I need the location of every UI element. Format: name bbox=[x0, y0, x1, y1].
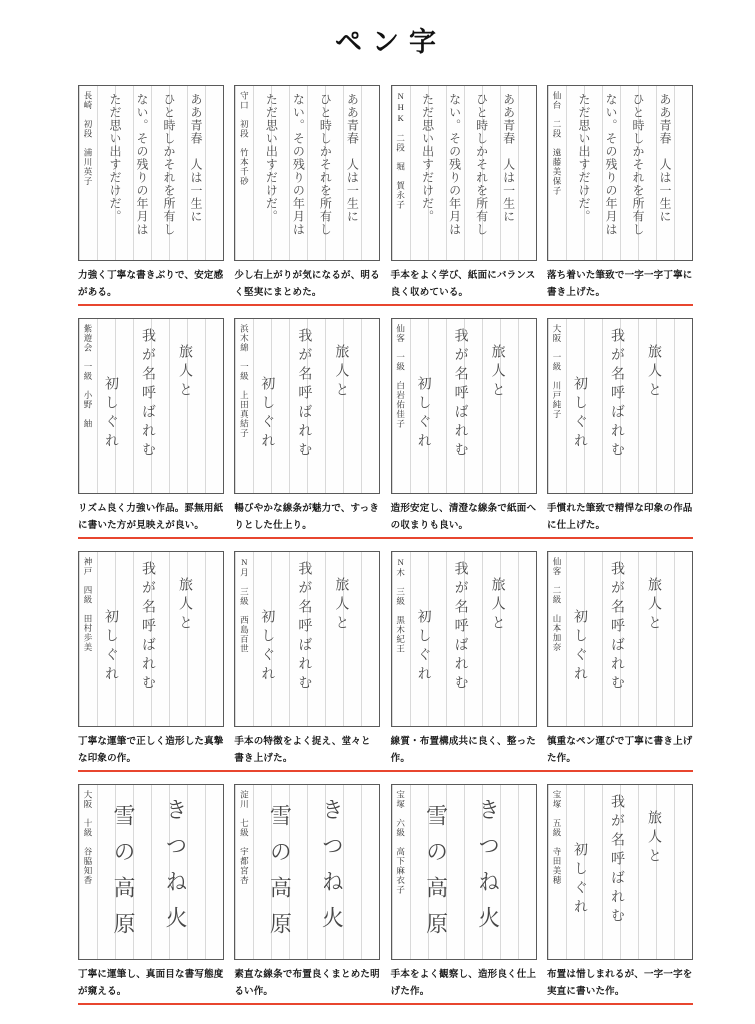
author-signature: 宝塚 五級 寺田美穂 bbox=[551, 790, 562, 885]
sample-text-line: きつね火 bbox=[163, 798, 188, 942]
sample-text-line: 我が名呼ばれむ bbox=[140, 328, 155, 461]
sample-text-line: 我が名呼ばれむ bbox=[140, 561, 155, 694]
handwriting-sample-box bbox=[391, 85, 537, 261]
sample-text-line: 雪の高原 bbox=[111, 804, 136, 948]
sample-text-line: 我が名呼ばれむ bbox=[296, 328, 312, 461]
sample-text-line: 初しぐれ bbox=[259, 376, 275, 452]
author-signature: 淀川 七級 宇都宮杏 bbox=[239, 790, 250, 885]
sample-cell bbox=[547, 784, 693, 1001]
handwriting-sample-box bbox=[547, 551, 693, 727]
sample-text-line: 初しぐれ bbox=[259, 609, 275, 685]
handwriting-sample-box bbox=[234, 318, 380, 494]
sample-cell bbox=[78, 784, 224, 1001]
critique-comment: 暢びやかな線条が魅力で、すっきりとした仕上り。 bbox=[234, 504, 380, 531]
sample-row bbox=[78, 784, 693, 1001]
critique-comment: 手本をよく観察し、造形良く仕上げた作。 bbox=[390, 970, 537, 997]
handwriting-sample-box bbox=[234, 551, 380, 727]
author-signature: 仙客 二級 山本加奈 bbox=[551, 557, 562, 652]
sample-text bbox=[255, 557, 359, 722]
sample-text bbox=[255, 91, 365, 256]
sample-text-line: 我が名呼ばれむ bbox=[608, 794, 624, 927]
sample-cell bbox=[234, 784, 380, 1001]
sample-text-line: ただ思い出すだけだ。 bbox=[264, 93, 279, 223]
sample-text-line: 初しぐれ bbox=[571, 609, 587, 685]
author-signature: 仙台 二段 遠藤美保子 bbox=[551, 91, 562, 196]
sample-text bbox=[412, 557, 516, 722]
sample-text-line: 初しぐれ bbox=[571, 376, 587, 452]
page-title: ペン字 bbox=[335, 27, 446, 57]
sample-text bbox=[99, 91, 209, 256]
sample-text bbox=[412, 790, 514, 955]
sample-text-line: 旅人と bbox=[177, 344, 192, 401]
row-divider bbox=[78, 304, 693, 306]
sample-text bbox=[568, 324, 672, 489]
author-signature: 大阪 一級 川戸純子 bbox=[551, 324, 562, 419]
sample-text-line: ひと時しかそれを所有し bbox=[318, 93, 333, 236]
critique-comment: 慎重なペン運びで丁寧に書き上げた作。 bbox=[546, 737, 693, 764]
author-signature: 仙客 一級 白岩佑佳子 bbox=[395, 324, 406, 429]
critique-comment: 手本をよく学び、紙面にバランス良く収めている。 bbox=[390, 271, 536, 298]
sample-text bbox=[568, 790, 672, 955]
sample-text-line: きつね火 bbox=[475, 798, 501, 942]
sample-text bbox=[412, 324, 516, 489]
sample-text bbox=[99, 324, 203, 489]
handwriting-sample-box bbox=[547, 85, 693, 261]
sample-text-line: 旅人と bbox=[333, 577, 349, 634]
author-signature: N月 三級 西島百世 bbox=[239, 557, 250, 654]
sample-cell bbox=[391, 551, 537, 768]
sample-text bbox=[568, 91, 678, 256]
sample-text-line: 旅人と bbox=[645, 344, 661, 401]
sample-row bbox=[78, 85, 693, 302]
row-divider bbox=[78, 1003, 693, 1005]
critique-comment: 丁寧に運筆し、真面目な書写態度が窺える。 bbox=[78, 970, 224, 997]
sample-text-line: 雪の高原 bbox=[267, 804, 293, 948]
row-divider bbox=[78, 537, 693, 539]
handwriting-sample-box bbox=[391, 551, 537, 727]
sample-text-line: 初しぐれ bbox=[415, 609, 431, 685]
sample-cell bbox=[391, 318, 537, 535]
sample-row bbox=[78, 318, 693, 535]
sample-row bbox=[78, 551, 693, 768]
sample-text-line: 旅人と bbox=[645, 577, 661, 634]
row-divider bbox=[78, 770, 693, 772]
critique-comment: 手本の特徴をよく捉え、堂々と書き上げた。 bbox=[234, 737, 371, 764]
sample-text-line: 初しぐれ bbox=[103, 609, 118, 685]
sample-text-line: ひと時しかそれを所有し bbox=[162, 93, 176, 236]
sample-text-line: ただ思い出すだけだ。 bbox=[108, 93, 122, 223]
sample-text-line: ただ思い出すだけだ。 bbox=[420, 93, 435, 223]
critique-comment: 素直な線条で布置良くまとめた明るい作。 bbox=[234, 970, 380, 997]
handwriting-sample-box bbox=[547, 318, 693, 494]
handwriting-sample-box bbox=[234, 85, 380, 261]
sample-text-line: ない。その残りの年月は bbox=[447, 93, 462, 236]
sample-text-line: 我が名呼ばれむ bbox=[608, 561, 624, 694]
sample-text-line: 我が名呼ばれむ bbox=[452, 328, 468, 461]
author-signature: NHK 二段 堀 賀永子 bbox=[395, 91, 406, 210]
sample-text bbox=[255, 790, 357, 955]
sample-cell bbox=[547, 318, 693, 535]
critique-comment: リズム良く力強い作品。罫無用紙に書いた方が見映えが良い。 bbox=[78, 504, 224, 531]
author-signature: 浜木綿 一級 上田真結子 bbox=[239, 324, 250, 438]
critique-comment: 造形安定し、清澄な線条で紙面への収まりも良い。 bbox=[390, 504, 537, 531]
sample-cell bbox=[78, 551, 224, 768]
sample-text-line: きつね火 bbox=[319, 798, 345, 942]
sample-text-line: 旅人と bbox=[177, 577, 192, 634]
sample-cell bbox=[234, 85, 380, 302]
critique-comment: 落ち着いた筆致で一字一字丁寧に書き上げた。 bbox=[546, 271, 693, 298]
sample-cell bbox=[78, 85, 224, 302]
sample-text bbox=[412, 91, 522, 256]
sample-text-line: 我が名呼ばれむ bbox=[452, 561, 468, 694]
sample-text-line: 我が名呼ばれむ bbox=[296, 561, 312, 694]
sample-text-line: 初しぐれ bbox=[415, 376, 431, 452]
sample-cell bbox=[78, 318, 224, 535]
sample-text-line: ただ思い出すだけだ。 bbox=[576, 93, 591, 223]
critique-comment: 線質・布置構成共に良く、整った作。 bbox=[390, 737, 536, 764]
handwriting-sample-box bbox=[78, 318, 224, 494]
handwriting-sample-box bbox=[547, 784, 693, 960]
author-signature: 守口 初段 竹本千砂 bbox=[239, 91, 250, 186]
sample-text-line: 旅人と bbox=[489, 344, 505, 401]
sample-text-line: 雪の高原 bbox=[423, 804, 449, 948]
sample-text-line: ああ青春 人は一生に bbox=[657, 93, 672, 223]
sample-text-line: ない。その残りの年月は bbox=[291, 93, 306, 236]
handwriting-sample-box bbox=[391, 318, 537, 494]
critique-comment: 丁寧な運筆で正しく造形した真摯な印象の作。 bbox=[78, 737, 224, 764]
sample-text-line: 我が名呼ばれむ bbox=[608, 328, 624, 461]
sample-text bbox=[99, 790, 201, 955]
sample-text-line: 旅人と bbox=[489, 577, 505, 634]
critique-comment: 少し右上がりが気になるが、明るく堅実にまとめた。 bbox=[234, 271, 380, 298]
sample-text-line: ああ青春 人は一生に bbox=[345, 93, 360, 223]
handwriting-sample-box bbox=[78, 551, 224, 727]
handwriting-sample-box bbox=[78, 85, 224, 261]
sample-text-line: 初しぐれ bbox=[571, 842, 587, 918]
sample-cell bbox=[391, 85, 537, 302]
sample-text-line: ああ青春 人は一生に bbox=[189, 93, 203, 223]
sample-cell bbox=[234, 318, 380, 535]
sample-text-line: ひと時しかそれを所有し bbox=[474, 93, 489, 236]
sample-cell bbox=[547, 85, 693, 302]
sample-grid bbox=[78, 85, 693, 1005]
sample-text bbox=[568, 557, 672, 722]
sample-text-line: ひと時しかそれを所有し bbox=[630, 93, 645, 236]
author-signature: 紫遊会 一級 小野 紬 bbox=[83, 324, 93, 429]
critique-comment: 力強く丁寧な書きぶりで、安定感がある。 bbox=[78, 271, 224, 298]
author-signature: 長崎 初段 浦川英子 bbox=[83, 91, 93, 186]
critique-comment: 手慣れた筆致で精悍な印象の作品に仕上げた。 bbox=[546, 504, 693, 531]
sample-text-line: 旅人と bbox=[645, 810, 661, 867]
handwriting-sample-box bbox=[78, 784, 224, 960]
author-signature: 神戸 四級 田村歩美 bbox=[83, 557, 93, 652]
sample-cell bbox=[547, 551, 693, 768]
sample-text-line: ない。その残りの年月は bbox=[135, 93, 149, 236]
handwriting-sample-box bbox=[391, 784, 537, 960]
sample-text bbox=[255, 324, 359, 489]
handwriting-sample-box bbox=[234, 784, 380, 960]
critique-comment: 布置は惜しまれるが、一字一字を実直に書いた作。 bbox=[546, 970, 693, 997]
sample-cell bbox=[391, 784, 537, 1001]
sample-text-line: 旅人と bbox=[333, 344, 349, 401]
sample-text bbox=[99, 557, 203, 722]
author-signature: 大阪 十級 谷脇知香 bbox=[83, 790, 93, 885]
sample-text-line: ああ青春 人は一生に bbox=[501, 93, 516, 223]
sample-text-line: ない。その残りの年月は bbox=[603, 93, 618, 236]
author-signature: 宝塚 六級 高下麻衣子 bbox=[395, 790, 406, 895]
sample-text-line: 初しぐれ bbox=[103, 376, 118, 452]
sample-cell bbox=[234, 551, 380, 768]
author-signature: N木 三級 黒木紀王 bbox=[395, 557, 406, 654]
